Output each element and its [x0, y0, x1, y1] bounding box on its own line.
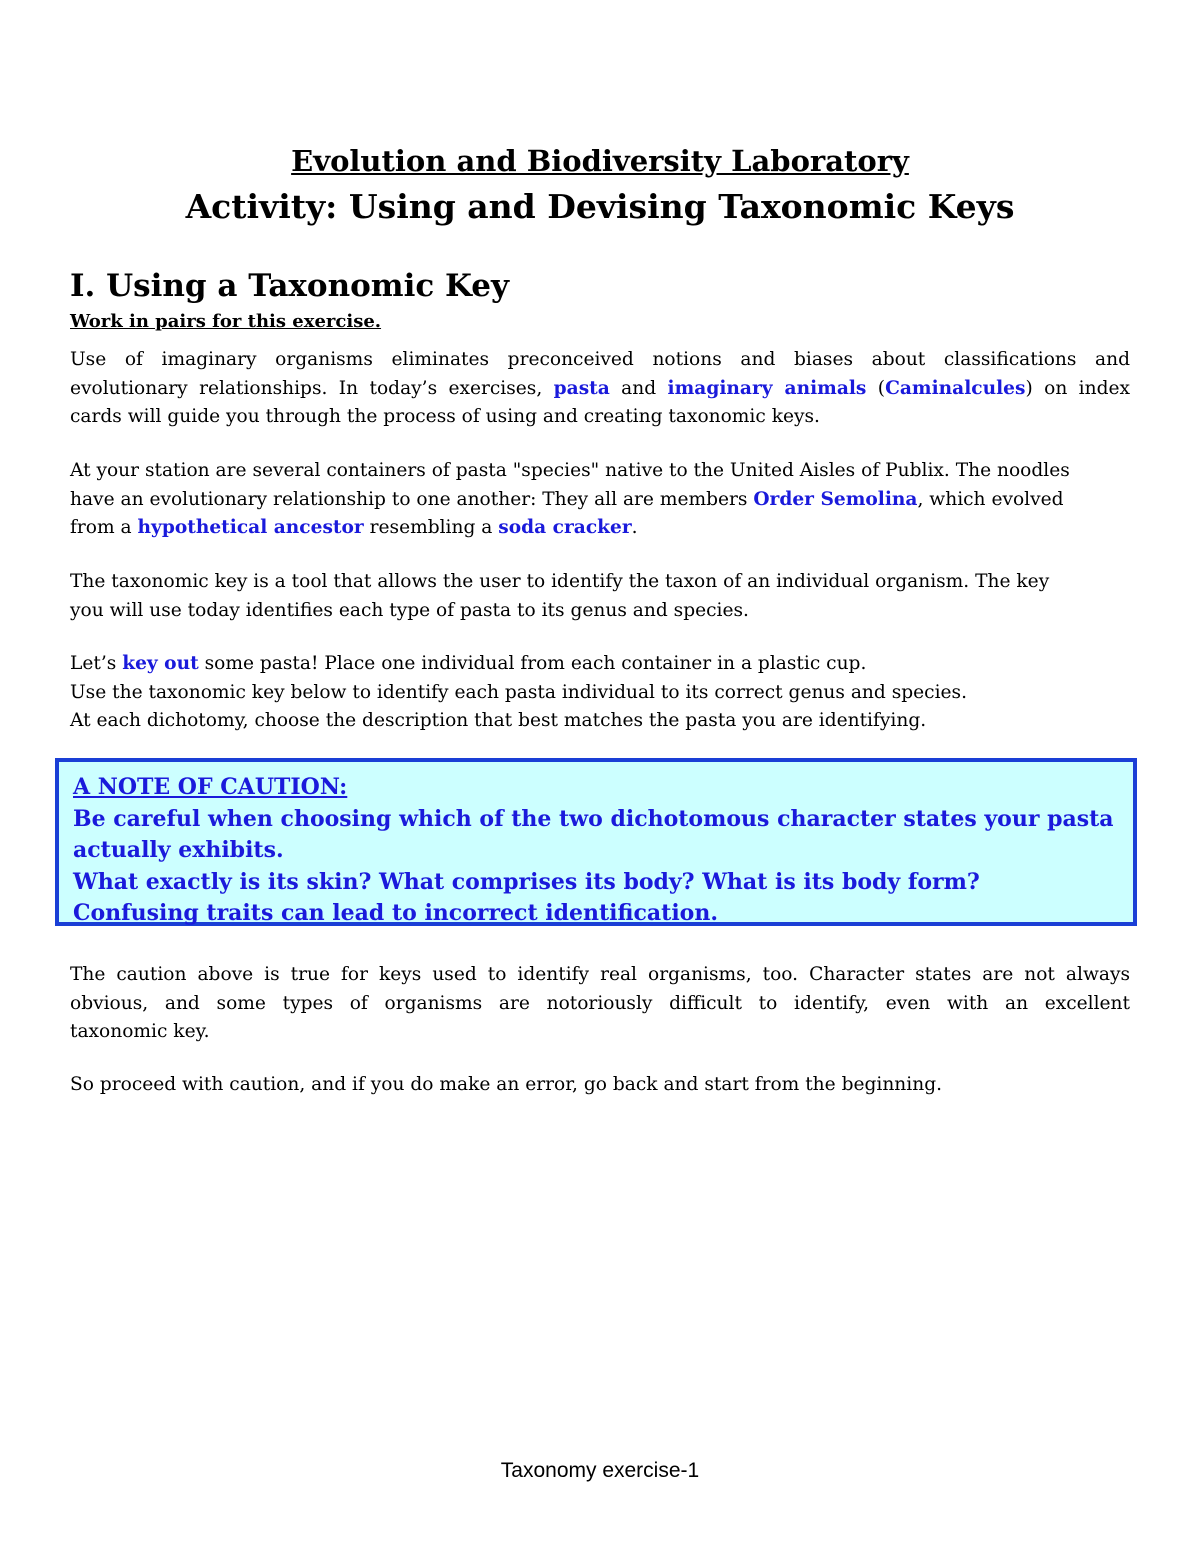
caution-followup-paragraph [70, 961, 1130, 1047]
section-heading: I. Using a Taxonomic Key [70, 268, 510, 304]
caution-line-1: Be careful when choosing which of the two dichotomous character states your pasta [73, 805, 1114, 832]
key-line-1: The taxonomic key is a tool that allows the user to identify the taxon of an individual organism. The key [70, 571, 1050, 592]
proceed-line-1: So proceed with caution, and if you do make an error, go back and start from the beginning. [70, 1074, 943, 1095]
taxonomic-key-paragraph [70, 568, 1130, 625]
imaginary-animals-term: imaginary animals [667, 377, 867, 399]
station-line-3 [70, 514, 1130, 543]
followup-line-3: taxonomic key. [70, 1021, 210, 1042]
keyout-text: some pasta! Place one individual from each container in a plastic cup. [198, 653, 867, 674]
station-text: from a [70, 517, 138, 538]
caution-line-4: Confusing traits can lead to incorrect identification. [73, 900, 719, 926]
followup-line-2: obvious, and some types of organisms are notoriously difficult to identify, even with an excellent [70, 992, 1130, 1014]
caminalcules-term: Caminalcules [885, 377, 1026, 399]
caution-box [55, 758, 1137, 926]
caution-line-3: What exactly is its skin? What comprises its body? What is its body form? [73, 868, 980, 895]
caution-line-2: actually exhibits. [73, 837, 284, 863]
keyout-text: Let’s [70, 653, 123, 674]
station-text: . [631, 517, 638, 538]
pasta-term: pasta [553, 377, 610, 399]
intro-paragraph [70, 346, 1130, 432]
key-line-2: you will use today identifies each type of pasta to its genus and species. [70, 599, 749, 621]
station-text: resembling a [363, 517, 499, 538]
proceed-paragraph [70, 1071, 1130, 1100]
key-out-term: key out [122, 653, 199, 674]
intro-text: and [609, 377, 668, 399]
station-text: have an evolutionary relationship to one another: They all are members [70, 488, 754, 510]
order-semolina-term: Order Semolina [753, 488, 918, 510]
station-line-1: At your station are several containers of pasta "species" native to the United Aisles of Publix. The noodles [70, 460, 1070, 481]
caution-title: A NOTE OF CAUTION: [73, 774, 348, 800]
pasta-station-paragraph [70, 457, 1130, 543]
intro-text: ) on index [1025, 377, 1131, 399]
followup-line-1: The caution above is true for keys used to identify real organisms, too. Character states are not always [70, 964, 1130, 985]
pair-work-instruction: Work in pairs for this exercise. [70, 311, 382, 332]
intro-text: ( [866, 377, 886, 399]
intro-line-1: Use of imaginary organisms eliminates preconceived notions and biases about classifications and [70, 349, 1130, 370]
station-text: , which evolved [917, 488, 1064, 510]
page-footer: Taxonomy exercise-1 [500, 1459, 700, 1482]
hypothetical-ancestor-term: hypothetical ancestor [137, 517, 364, 538]
station-line-2 [70, 486, 1130, 515]
keyout-line-1 [70, 650, 1130, 679]
keyout-line-2: Use the taxonomic key below to identify each pasta individual to its correct genus and species. [70, 681, 967, 703]
keyout-line-3: At each dichotomy, choose the description that best matches the pasta you are identifying. [70, 710, 927, 731]
intro-line-3: cards will guide you through the process of using and creating taxonomic keys. [70, 406, 820, 427]
soda-cracker-term: soda cracker [498, 517, 632, 538]
intro-text: evolutionary relationships. In today’s exercises, [70, 377, 554, 399]
activity-subtitle: Activity: Using and Devising Taxonomic Keys [185, 187, 1015, 226]
document-title: Evolution and Biodiversity Laboratory [291, 144, 909, 178]
intro-line-2 [70, 375, 1130, 404]
key-out-paragraph [70, 650, 1130, 736]
